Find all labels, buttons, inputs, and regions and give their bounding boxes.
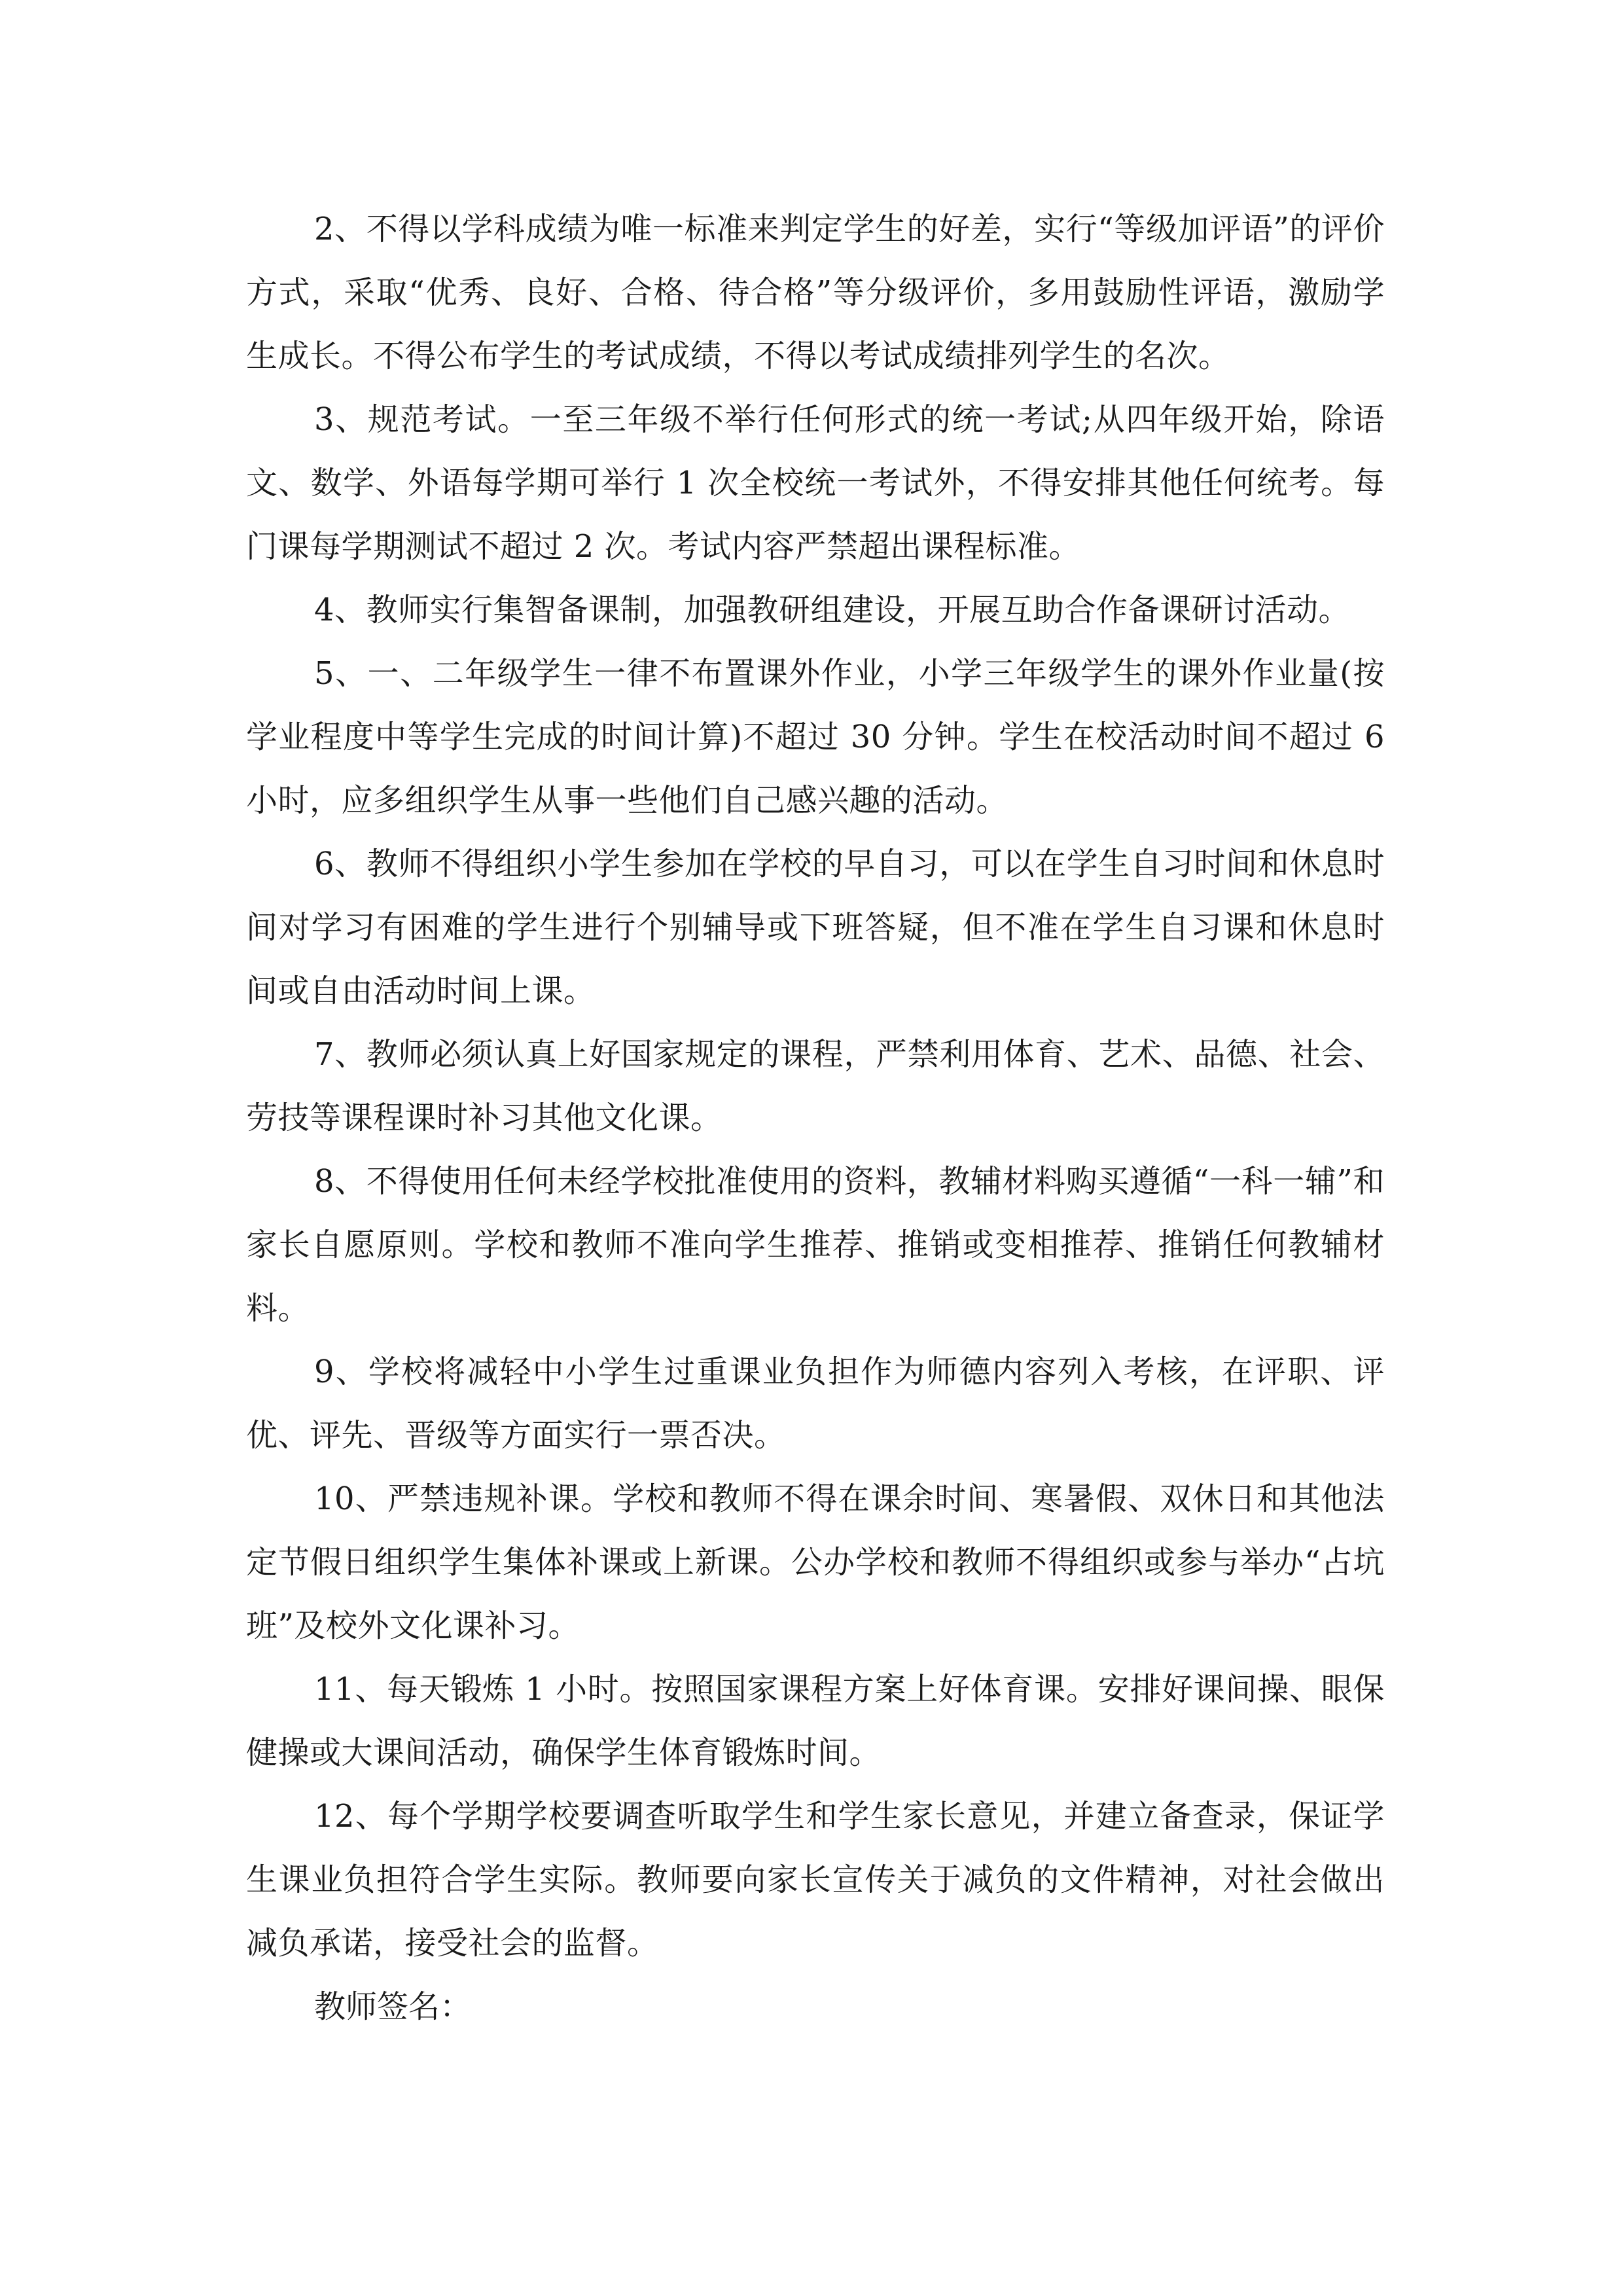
- rule-paragraph-12: 12、每个学期学校要调查听取学生和学生家长意见，并建立备查录，保证学生课业负担符合学生实际。教师要向家长宣传关于减负的文件精神，对社会做出减负承诺，接受社会的监督。: [246, 1798, 1385, 1962]
- rule-paragraph-10: 10、严禁违规补课。学校和教师不得在课余时间、寒暑假、双休日和其他法定节假日组织学生集体补课或上新课。公办学校和教师不得组织或参与举办“占坑班”及校外文化课补习。: [246, 1480, 1385, 1644]
- rule-paragraph-9: 9、学校将减轻中小学生过重课业负担作为师德内容列入考核，在评职、评优、评先、晋级等方面实行一票否决。: [246, 1354, 1385, 1454]
- rule-paragraph-4: 4、教师实行集智备课制，加强教研组建设，开展互助合作备课研讨活动。: [314, 592, 1351, 628]
- rule-paragraph-2: 2、不得以学科成绩为唯一标准来判定学生的好差，实行“等级加评语”的评价方式，采取“优秀、良好、合格、待合格”等分级评价，多用鼓励性评语，激励学生成长。不得公布学生的考试成绩，不得以考试成绩排列学生的名次。: [246, 211, 1385, 374]
- rule-paragraph-11: 11、每天锻炼 1 小时。按照国家课程方案上好体育课。安排好课间操、眼保健操或大课间活动，确保学生体育锻炼时间。: [246, 1671, 1385, 1771]
- rule-paragraph-8: 8、不得使用任何未经学校批准使用的资料，教辅材料购买遵循“一科一辅”和家长自愿原则。学校和教师不准向学生推荐、推销或变相推荐、推销任何教辅材料。: [246, 1163, 1385, 1327]
- rule-paragraph-5: 5、一、二年级学生一律不布置课外作业，小学三年级学生的课外作业量(按学业程度中等学生完成的时间计算)不超过 30 分钟。学生在校活动时间不超过 6 小时，应多组织学生从事一些他们自己感兴趣的活动。: [246, 655, 1385, 819]
- rule-paragraph-6: 6、教师不得组织小学生参加在学校的早自习，可以在学生自习时间和休息时间对学习有困难的学生进行个别辅导或下班答疑，但不准在学生自习课和休息时间或自由活动时间上课。: [246, 846, 1385, 1009]
- teacher-signature-label: 教师签名：: [314, 1988, 472, 2025]
- document-page: [246, 198, 1385, 2039]
- rule-paragraph-7: 7、教师必须认真上好国家规定的课程，严禁利用体育、艺术、品德、社会、劳技等课程课时补习其他文化课。: [246, 1036, 1385, 1136]
- rule-paragraph-3: 3、规范考试。一至三年级不举行任何形式的统一考试;从四年级开始，除语文、数学、外语每学期可举行 1 次全校统一考试外，不得安排其他任何统考。每门课每学期测试不超过 2 次。考试内容严禁超出课程标准。: [246, 401, 1385, 565]
